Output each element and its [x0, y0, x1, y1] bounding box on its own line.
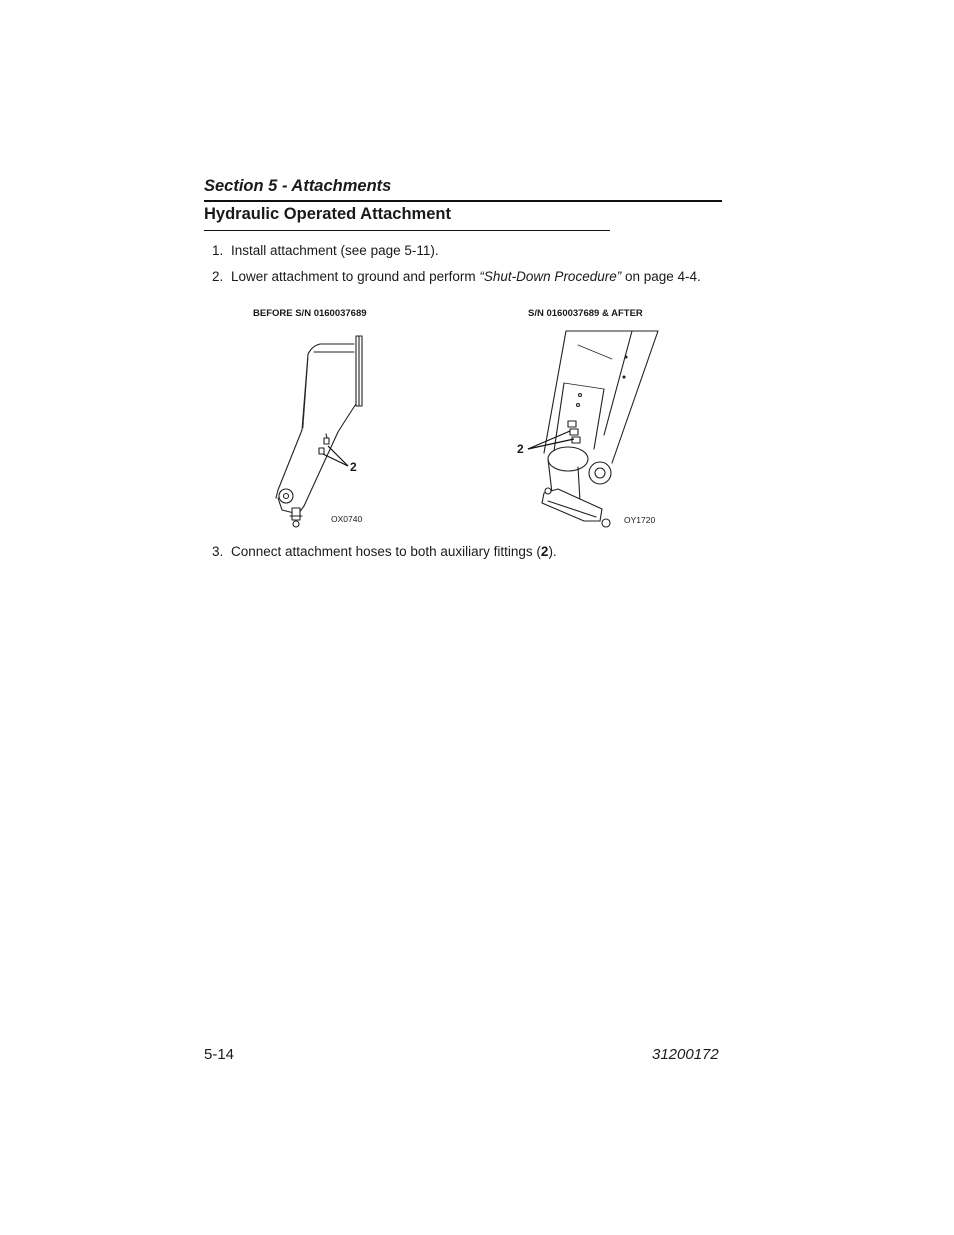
step-text: on page 4-4.: [621, 269, 701, 284]
figure-caption-right: S/N 0160037689 & AFTER: [528, 308, 643, 319]
figure-code-left: OX0740: [331, 514, 363, 524]
callout-label-right: 2: [517, 442, 524, 456]
step-2: [212, 269, 701, 284]
fitting-reference: 2: [540, 544, 549, 559]
page-number: 5-14: [204, 1046, 235, 1063]
step-3: [212, 544, 557, 559]
document-number: 31200172: [652, 1046, 719, 1063]
step-number: 2.: [212, 269, 224, 284]
boom-head-illustration-left: [268, 330, 378, 530]
callout-label-left: 2: [350, 460, 357, 474]
step-1: [212, 243, 439, 258]
step-text: Install attachment (see page 5-11).: [231, 243, 439, 258]
step-text: ).: [548, 544, 557, 559]
step-text: Lower attachment to ground and perform: [231, 269, 480, 284]
subsection-title: Hydraulic Operated Attachment: [204, 205, 451, 223]
figure-caption-left: BEFORE S/N 0160037689: [253, 308, 367, 319]
subsection-divider: [204, 230, 610, 231]
section-divider: [204, 200, 722, 202]
section-title: Section 5 - Attachments: [204, 177, 392, 195]
figure-code-right: OY1720: [624, 515, 656, 525]
step-text: Connect attachment hoses to both auxiliary fittings (: [231, 544, 541, 559]
procedure-reference: “Shut-Down Procedure”: [479, 269, 622, 284]
step-number: 1.: [212, 243, 224, 258]
boom-head-illustration-right: [508, 325, 678, 535]
step-number: 3.: [212, 544, 224, 559]
